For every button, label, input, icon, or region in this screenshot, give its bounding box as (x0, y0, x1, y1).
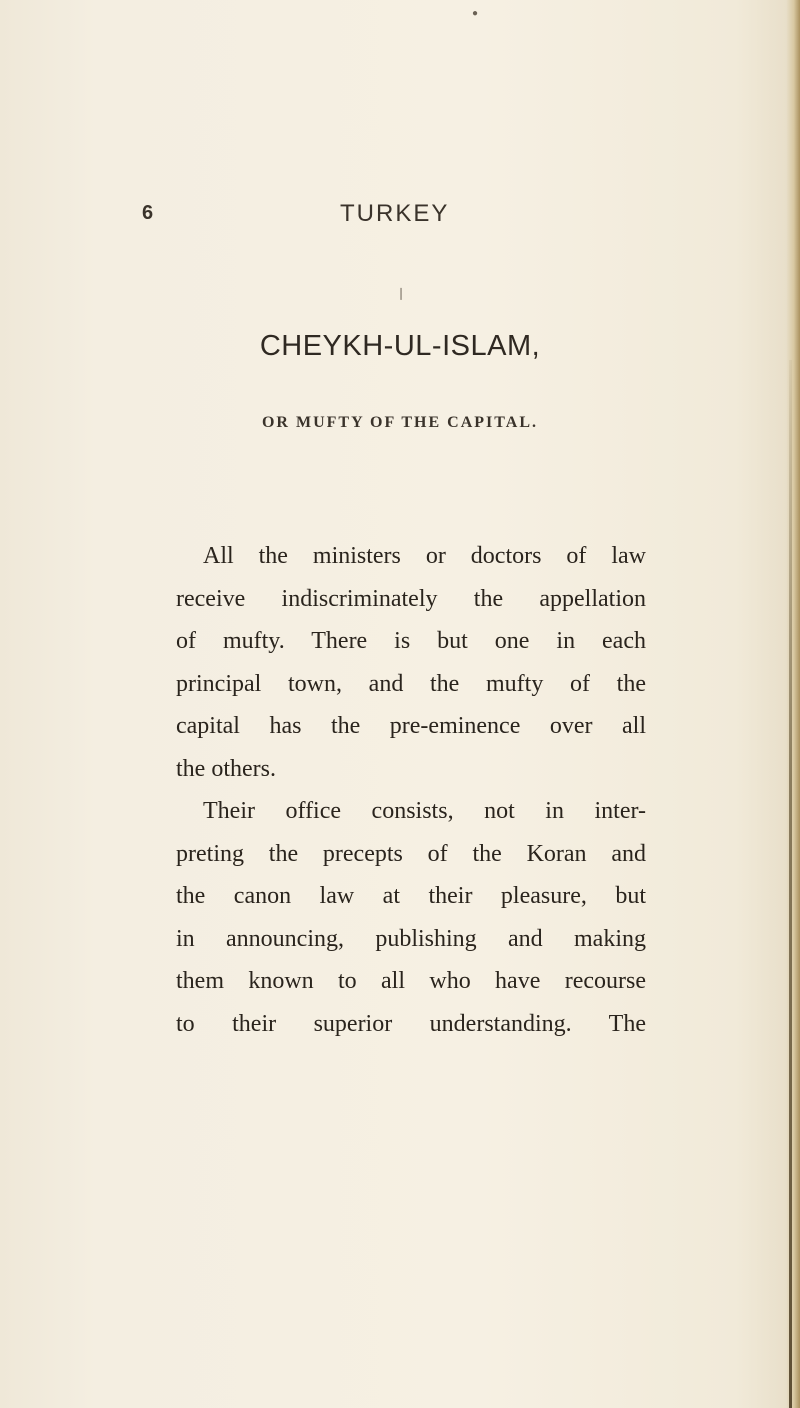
text-line: the canon law at their pleasure, but (176, 883, 646, 909)
ink-mark: ❘ (396, 286, 407, 300)
text-line: them known to all who have recourse (176, 968, 646, 994)
text-line: preting the precepts of the Koran and (176, 840, 646, 867)
text-line: the others. (176, 755, 276, 782)
section-title: CHEYKH-UL-ISLAM, (259, 330, 541, 362)
section-subtitle: OR MUFTY OF THE CAPITAL. (261, 414, 538, 431)
text-line: receive indiscriminately the appellation (176, 585, 646, 612)
binding-edge (789, 360, 792, 1408)
text-line: of mufty. There is but one in each (176, 628, 646, 654)
text-line: principal town, and the mufty of the (176, 670, 646, 697)
ink-speck: ● (472, 8, 479, 19)
text-line: to their superior understanding. The (176, 1010, 646, 1037)
running-head: TURKEY (340, 200, 450, 227)
body-text (176, 535, 646, 1045)
text-line: in announcing, publishing and making (176, 925, 646, 952)
page-number: 6 (142, 202, 154, 224)
text-line: Their office consists, not in inter- (203, 798, 646, 824)
text-line: capital has the pre-eminence over all (176, 713, 646, 739)
text-line: All the ministers or doctors of law (203, 543, 646, 569)
